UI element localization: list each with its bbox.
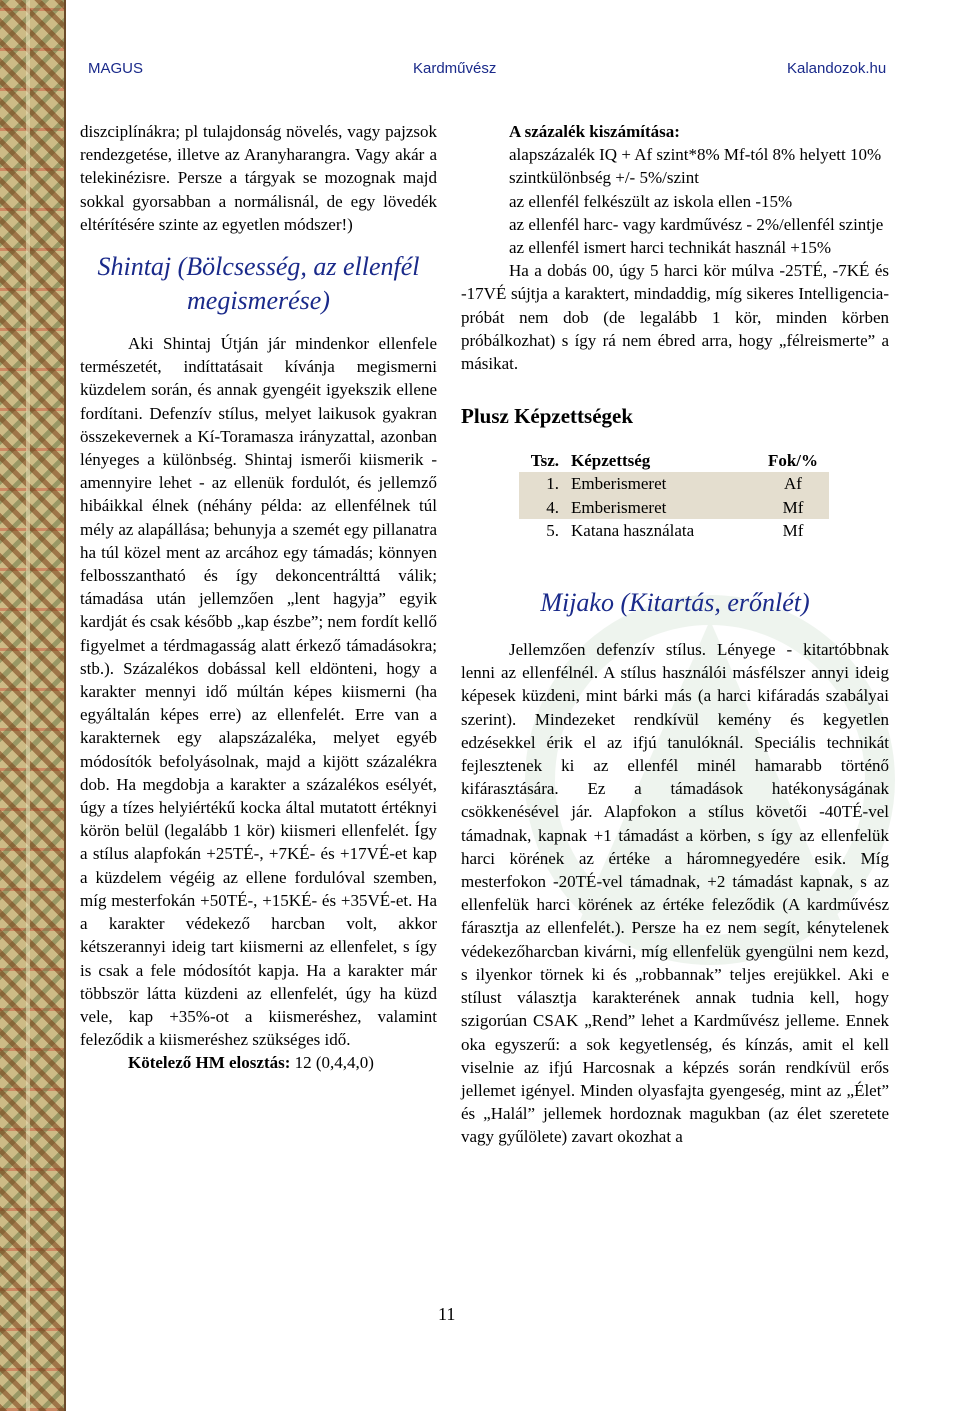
table-cell: 4. [519, 496, 565, 519]
table-cell: Mf [757, 496, 829, 519]
table-cell: Katana használata [571, 520, 695, 540]
skills-heading: Plusz Képzettségek [461, 404, 634, 429]
right-column [461, 120, 889, 1149]
pct-title: A százalék kiszámítása: [509, 122, 680, 141]
table-header-row [519, 449, 829, 472]
table-header: Képzettség [571, 451, 651, 471]
table-row [519, 519, 829, 542]
table-cell: Emberismeret [565, 496, 757, 519]
table-cell: 1. [519, 472, 565, 495]
skills-table [519, 449, 829, 542]
table-cell: 5. [546, 520, 559, 540]
section-heading-shintaj: Shintaj (Bölcsesség, az ellenfél megismerése) [97, 252, 420, 316]
mijako-body: Jellemzően defenzív stílus. Lényege - kitartóbbnak lenni az ellenfélnél. A stílus használói másfélszer annyi ideig képesek küzdeni, mint bárki más (a harci kifáradás szabályai szerint). Mindezeket rendkívül kemény és kegyetlen edzésekkel érik el az ifjú tanulóknál. Speciális technikát fejlesztenek ki az ellenfél minél hamarabb történő kifárasztására. Ez a támadások hatékonyságának csökkenésével jár. Alapfokon a stílus követői -40TÉ-vel támadnak, kapnak +1 támadást a körben, s így az ellenfelük harci körének az értéke a háromnegyedére esik. Míg mesterfokon -20TÉ-vel támadnak, +2 támadást kapnak, s az ellenfelük harci körének az értéke feleződik (A kardművész fárasztja az ellenfelét.). Persze ha ez nem segít, kénytelenek védekezőharcban kivárni, míg ellenfelük gyengülni nem kezd, s ilyenkor törnek ki és „robbannak” teljes erejükkel. Aki e stílust választja karakterének annak tudnia kell, hogy szigorúan CSAK „Rend” lehet a Kardművész jelleme. Ennek oka egyszerű: a sok kegyetlenség, és kínzás, amit el kell viselnie az ifjú Harcosnak a képzés során rendkívül erős jellemet igényel. Minden olyasfajta gyengeség, mint az „Élet” és „Halál” jellemek hordoznak magukban (az élet szeretete vagy gyűlölete) zavart okozhat a [461, 640, 889, 1147]
pct-line-6: Ha a dobás 00, úgy 5 harci kör múlva -25TÉ, -7KÉ és -17VÉ sújtja a karaktert, mindaddig, míg sikeres Intelligencia-próbát nem dob (de legalább 1 kör, minden körben próbálkozhat) s így rá nem ébred arra, hogy „félreismerte” a másikat. [461, 261, 889, 374]
page-number: 11 [438, 1304, 456, 1324]
header-left: MAGUS [88, 60, 144, 77]
table-cell: Mf [782, 520, 804, 540]
table-header: Fok/% [767, 451, 819, 471]
header-right: Kalandozok.hu [787, 60, 887, 77]
table-cell: Af [757, 472, 829, 495]
hm-value: 12 (0,4,4,0) [290, 1053, 374, 1073]
table-cell: Emberismeret [565, 472, 757, 495]
pct-line-3: az ellenfél felkészült az iskola ellen -15% [509, 191, 793, 211]
table-header: Tsz. [530, 451, 559, 471]
hm-label: Kötelező HM elosztás: [128, 1053, 291, 1073]
left-column [80, 120, 437, 1075]
pct-line-5: az ellenfél ismert harci technikát használ +15% [509, 238, 832, 258]
table-row [519, 496, 829, 519]
pct-line-1: alapszázalék IQ + Af szint*8% Mf-tól 8% helyett 10% [509, 145, 882, 165]
decorative-border [0, 0, 66, 1411]
table-row [519, 472, 829, 495]
pct-line-2: szintkülönbség +/- 5%/szint [509, 168, 699, 188]
shintaj-body: Aki Shintaj Útján jár mindenkor ellenfele természetét, indíttatásait kívánja megismerni küzdelem során, és annak gyengéit igyekszik ellene fordítani. Defenzív stílus, melyet laikusok gyakran összekevernek a Kí-Toramasza irányzattal, azonban lényeges a különbség. Shintaj ismerői kiismerik - amennyire lehet - az ellenük fordulót, és jellemző hibáikkal élnek (néhány példa: az ellenfélnek túl mély az alapállása; behunyja a szemét egy pillanatra ha túl közel ment az arcához egy támadás; könnyen felbosszantható és így dekoncentrálttá válik; támadása után jellemzően „lent hagyja” egyik kardját és csak később „kap észbe”; nem fordít kellő figyelmet a térdmagasság alatt érkező támadásokra; stb.). Százalékos dobással kell eldönteni, hogy a karakter mennyi idő múltán képes kiismerni (ha egyáltalán képes erre) az ellenfelét. Erre van a karakternek egy alapszázaléka, melyet egyéb módosítók befolyásolnak, majd a kijött százalékra dob. Ha megdobja a karakter a százalékos esélyét, úgy a tízes helyiértékű kocka által mutatott értéknyi körön belül (legalább 1 kör) kiismeri ellenfelét. Így a stílus alapfokán +25TÉ-, +7KÉ- és +17VÉ-et kap a küzdelem végéig az ellene fordulóval szemben, míg mesterfokán +50TÉ-, +15KÉ- és +35VÉ-et. Ha a karakter védekező harcban volt, akkor kétszerannyi ideig tart kiismerni az ellenfelet, s így is csak a fele módosítót kapja. Ha a karakter már többször látta küzdeni az ellenfelét, úgy ha küzd vele, kap +35%-ot a kiismeréshez, valamint feleződik a kiismeréshez szükséges idő. [80, 334, 437, 1050]
intro-paragraph: diszciplínákra; pl tulajdonság növelés, vagy pajzsok rendezgetése, illetve az Aranyharangra. Vagy akár a telekinézisre. Persze a tárgyak se mozognak majd sokkal gyorsabban a normálisnál, de egy lövedék eltérítésére szinte az egyetlen módszer!) [80, 122, 437, 234]
header-center: Kardművész [413, 60, 497, 77]
section-heading-mijako: Mijako (Kitartás, erőnlét) [540, 588, 810, 618]
hm-line [80, 1051, 437, 1074]
pct-line-4: az ellenfél harc- vagy kardművész - 2%/ellenfél szintje [509, 214, 884, 234]
